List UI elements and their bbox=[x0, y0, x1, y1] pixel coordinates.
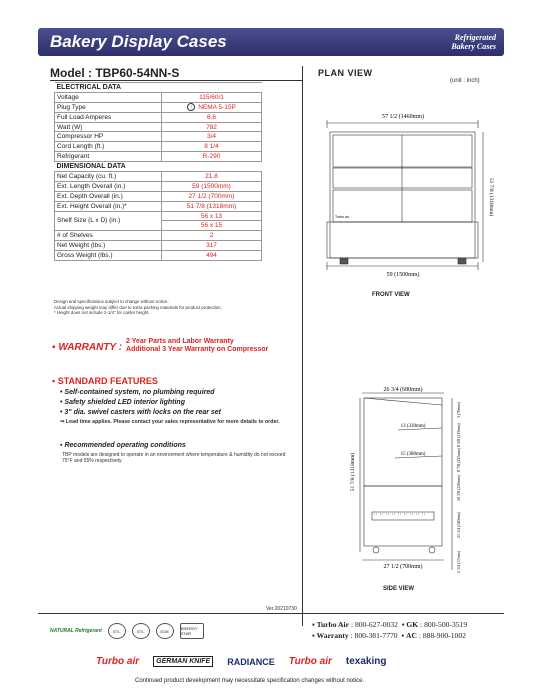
footer-note: Continued product development may necessitate specification changes without notice. bbox=[135, 678, 365, 684]
note-line: * Height does not include 2-1/4" for caster height. bbox=[54, 310, 150, 316]
contact-phone: : 800-500-3519 bbox=[420, 620, 468, 629]
spec-value: 56 x 13 bbox=[162, 211, 262, 221]
electrical-title: ELECTRICAL DATA bbox=[55, 83, 262, 93]
feature-text: Safety shielded LED interior lighting bbox=[64, 399, 185, 406]
brand-row bbox=[96, 656, 386, 667]
contact-row: ▪ Warranty : 800-381-7770 ▪ AC : 888-900-1002 bbox=[312, 631, 466, 640]
etl-icon: ETL bbox=[108, 623, 126, 639]
footer-divider bbox=[38, 613, 504, 614]
spec-value: 317 bbox=[162, 241, 262, 251]
side-dim: 2 1/4 (57mm) bbox=[456, 551, 461, 573]
side-view-drawing bbox=[360, 393, 452, 570]
front-view-drawing bbox=[327, 120, 483, 270]
contact-label: AC bbox=[406, 631, 417, 640]
side-dim: 8 5/8 (219mm) bbox=[456, 423, 461, 447]
german-knife-logo: GERMAN KNIFE bbox=[153, 656, 213, 667]
side-dim: 21 1/4 (540mm) bbox=[456, 512, 461, 538]
spec-label: Watt (W) bbox=[55, 122, 162, 132]
spec-value: 3/4 bbox=[162, 132, 262, 142]
spec-value: 27 1/2 (700mm) bbox=[162, 191, 262, 201]
contact-phone: : 800-381-7770 bbox=[350, 631, 398, 640]
spec-label: Ext. Height Overall (in.)* bbox=[55, 201, 162, 211]
spec-label: Gross Weight (lbs.) bbox=[55, 251, 162, 261]
feature-text: 3" dia. swivel casters with locks on the rear set bbox=[64, 409, 222, 416]
note-line: Actual shipping weight may differ due to extra packing materials for product protection. bbox=[54, 304, 222, 310]
spec-value: R-290 bbox=[162, 152, 262, 162]
warranty-line: 2 Year Parts and Labor Warranty bbox=[126, 338, 234, 345]
contact-label: Warranty bbox=[316, 631, 349, 640]
plug-type-value: NEMA 5-15P bbox=[198, 103, 236, 111]
spec-label: Voltage bbox=[55, 92, 162, 102]
radiance-logo: RADIANCE bbox=[227, 656, 275, 667]
spec-label: Net Capacity (cu. ft.) bbox=[55, 172, 162, 182]
spec-label: Net Weight (lbs.) bbox=[55, 241, 162, 251]
spec-value: 494 bbox=[162, 251, 262, 261]
spec-label: Cord Length (ft.) bbox=[55, 142, 162, 152]
side-base-dim: 27 1/2 (700mm) bbox=[383, 564, 423, 570]
model-label: Model : TBP60-54NN-S bbox=[50, 66, 180, 80]
warranty-label-text: WARRANTY : bbox=[58, 342, 123, 353]
spec-label: Full Load Amperes bbox=[55, 112, 162, 122]
standard-features-title: ▪ STANDARD FEATURES bbox=[52, 376, 158, 386]
front-width-dim: 57 1/2 (1460mm) bbox=[382, 114, 424, 120]
list-item: • 3" dia. swivel casters with locks on the rear set bbox=[60, 409, 222, 416]
plan-view-title: PLAN VIEW bbox=[318, 68, 373, 78]
side-height-dim: 51 7/8 (1318mm) bbox=[350, 452, 356, 492]
contact-info bbox=[312, 619, 467, 641]
lead-text: Lead time applies. Please contact your sales representative for more details to order. bbox=[65, 419, 280, 425]
list-item: • Self-contained system, no plumbing required bbox=[60, 389, 215, 396]
dimensional-title: DIMENSIONAL DATA bbox=[55, 162, 262, 172]
spec-value: 21.8 bbox=[162, 172, 262, 182]
spec-value: 56 x 15 bbox=[162, 221, 262, 231]
spec-value: 6.6 bbox=[162, 112, 262, 122]
contact-label: Turbo Air bbox=[316, 620, 350, 629]
page-title: Bakery Display Cases bbox=[50, 32, 227, 51]
texaking-logo: texaking bbox=[345, 656, 387, 667]
warranty-line: Additional 3 Year Warranty on Compressor bbox=[126, 346, 269, 353]
spec-value: 2 bbox=[162, 231, 262, 241]
list-item: • Safety shielded LED interior lighting bbox=[60, 399, 185, 406]
energy-star-icon: ENERGY STAR bbox=[180, 623, 204, 639]
spec-label: # of Shelves bbox=[55, 231, 162, 241]
certifications bbox=[50, 623, 204, 639]
spec-value: 8 1/4 bbox=[162, 142, 262, 152]
standard-title-text: STANDARD FEATURES bbox=[57, 376, 158, 386]
side-dim: 10 1/8 (256mm) bbox=[456, 475, 461, 501]
spec-value: 59 (1500mm) bbox=[162, 181, 262, 191]
header-sub2: Bakery Cases bbox=[451, 42, 496, 51]
side-shelf1-dim: 13 (330mm) bbox=[400, 424, 426, 429]
spec-label: Shelf Size (L x D) (in.) bbox=[55, 211, 162, 231]
front-height-dim: 51 7/8 (1318mm) bbox=[488, 177, 494, 217]
spec-label: Ext. Depth Overall (in.) bbox=[55, 191, 162, 201]
natural-refrigerant-icon: NATURAL Refrigerant bbox=[50, 627, 102, 634]
warranty-label: ▪ WARRANTY : bbox=[52, 342, 123, 353]
header-sub1: Refrigerated bbox=[454, 33, 496, 42]
spec-value: 115/60/1 bbox=[162, 92, 262, 102]
etl-sanitation-icon: ETL bbox=[132, 623, 150, 639]
side-dim: 8 7/8 (225mm) bbox=[456, 448, 461, 472]
contact-row: ▪ Turbo Air : 800-627-0032 ▪ GK : 800-500-3519 bbox=[312, 620, 468, 629]
side-dim: 3 (76mm) bbox=[456, 402, 461, 418]
contact-label: GK bbox=[406, 620, 419, 629]
spec-label: Ext. Length Overall (in.) bbox=[55, 181, 162, 191]
front-view-label: FRONT VIEW bbox=[372, 292, 410, 298]
rec-title-text: Recommended operating conditions bbox=[64, 442, 186, 449]
contact-phone: : 888-900-1002 bbox=[418, 631, 466, 640]
turbo-air-logo: Turbo air bbox=[288, 656, 332, 667]
doe-icon: DOE bbox=[156, 623, 174, 639]
unit-label: (unit : inch) bbox=[450, 78, 480, 84]
recommended-note: TBP models are designed to operate in an environment where temperature & humidity do not exceed 75°F and 55% respectively. bbox=[62, 452, 286, 464]
spec-label: Refrigerant bbox=[55, 152, 162, 162]
turbo-air-logo: Turbo air bbox=[96, 656, 140, 667]
plug-icon: ⏚ bbox=[189, 104, 194, 110]
front-base-dim: 59 (1500mm) bbox=[386, 272, 420, 278]
spec-value: 782 bbox=[162, 122, 262, 132]
contact-phone: : 800-627-0032 bbox=[350, 620, 398, 629]
spec-value: 51 7/8 (1318mm) bbox=[162, 201, 262, 211]
feature-text: Self-contained system, no plumbing required bbox=[64, 389, 215, 396]
version-label: Ver.20210730 bbox=[266, 606, 297, 612]
lead-time-note: ⇒ Lead time applies. Please contact your sales representative for more details to order. bbox=[60, 419, 280, 425]
side-top-dim: 26 3/4 (680mm) bbox=[383, 387, 423, 393]
side-view-label: SIDE VIEW bbox=[383, 586, 415, 592]
front-brand-mark: Turbo air bbox=[335, 215, 349, 219]
spec-label: Plug Type bbox=[55, 102, 162, 112]
spec-label: Compressor HP bbox=[55, 132, 162, 142]
note-line: Design and specifications subject to change without notice. bbox=[54, 299, 169, 304]
side-shelf2-dim: 15 (380mm) bbox=[400, 452, 426, 457]
recommended-title: ▪ Recommended operating conditions bbox=[60, 442, 186, 449]
